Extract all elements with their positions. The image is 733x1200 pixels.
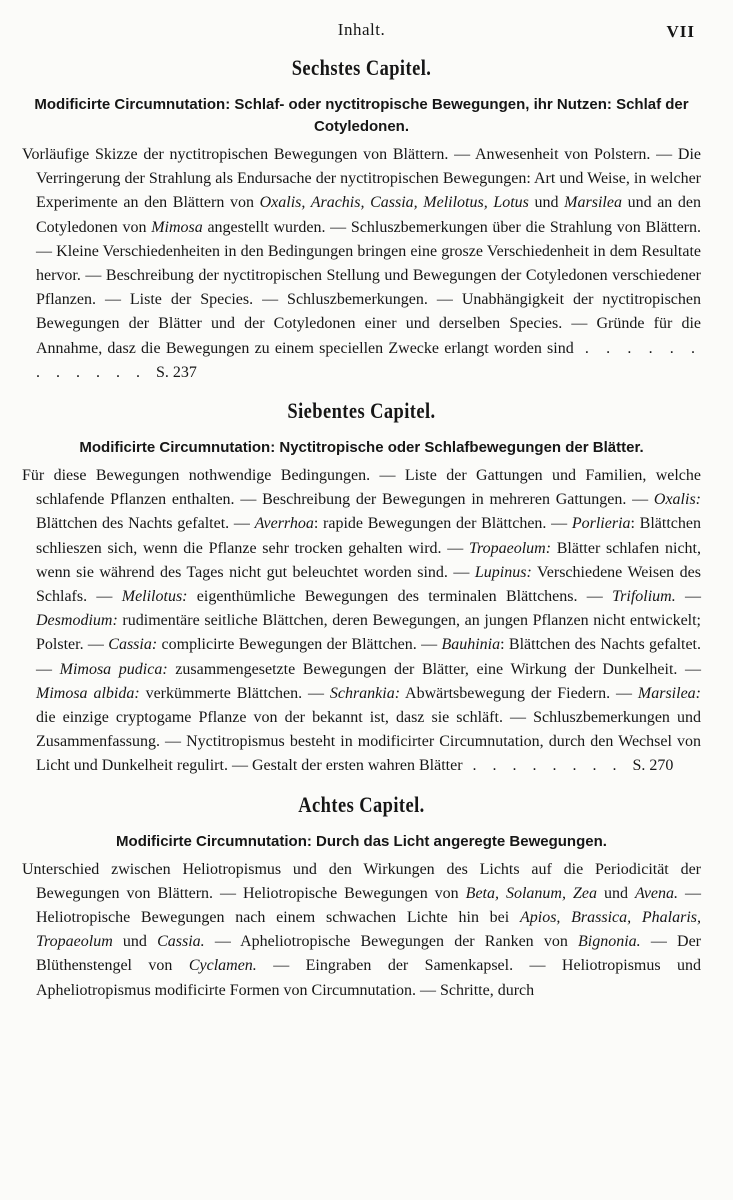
chapter-summary: Modificirte Circumnutation: Durch das Licht angeregte Bewegungen. bbox=[116, 832, 607, 850]
chapter-title: Siebentes Capitel. bbox=[287, 398, 436, 424]
page-reference: S. 270 bbox=[632, 757, 674, 775]
chapter-6-section bbox=[22, 48, 701, 385]
running-head bbox=[22, 14, 701, 48]
chapter-title: Achtes Capitel. bbox=[298, 791, 425, 817]
page-reference: S. 237 bbox=[156, 363, 197, 381]
chapter-8-section bbox=[22, 785, 701, 1003]
chapter-contents bbox=[22, 858, 701, 1003]
chapter-summary: Modificirte Circumnutation: Nyctitropische oder Schlafbewegungen der Blätter. bbox=[79, 439, 644, 457]
chapter-contents-text: Unterschied zwischen Heliotropismus und den Wirkungen des Lichts auf die Periodicität der Bewegungen von Blättern. — Heliotropische Bewegungen von Beta, Solanum, Zea und Avena. — Heliotropische Bewegungen nach einem schwachen Lichte hin bei Apios, Brassica, Phalaris, Tropaeolum und Cassia. — Apheliotropische Bewegungen der Ranken von Bignonia. — Der Blüthenstengel von Cyclamen. — Eingraben der Samenkapsel. — Heliotropismus und Apheliotropismus modificirte Formen von Circumnutation. — Schritte, durch bbox=[22, 860, 702, 999]
chapter-contents-text: Vorläufige Skizze der nyctitropischen Bewegungen von Blättern. — Anwesenheit von Polstern. — Die Verringerung der Strahlung als Endursache der nyctitropischen Bewegungen: Art und Weise, in welcher Experimente an den Blättern von Oxalis, Arachis, Cassia, Melilotus, Lotus und Marsilea und an den Cotyledonen von Mimosa angestellt wurden. — Schluszbemerkungen über die Strahlung von Blättern. — Kleine Verschiedenheiten in den Bedingungen bringen eine grosze Verschiedenheit in dem Resultate hervor. — Beschreibung der nyctitropischen Stellung und Bewegungen der Cotyledonen verschiedener Pflanzen. — Liste der Species. — Schluszbemerkungen. — Unabhängigkeit der nyctitropischen Bewegungen der Blätter und der Cotyledonen einer und derselben Species. — Gründe für die Annahme, dasz die Bewegungen zu einem speciellen Zwecke erlangt worden sind bbox=[22, 146, 702, 357]
dot-leaders: . . . . . . . . bbox=[462, 757, 633, 775]
page-number: VII bbox=[666, 22, 695, 41]
chapter-contents bbox=[22, 464, 701, 779]
running-title: Inhalt. bbox=[337, 20, 386, 39]
chapter-contents-text: Für diese Bewegungen nothwendige Bedingungen. — Liste der Gattungen und Familien, welche schlafende Pflanzen enthalten. — Beschreibung der Bewegungen in mehreren Gattungen. — Oxalis: Blättchen des Nachts gefaltet. — Averrhoa: rapide Bewegungen der Blättchen. — Porlieria: Blättchen schlieszen sich, wenn die Pflanze sehr trocken gehalten wird. — Tropaeolum: Blätter schlafen nicht, wenn sie während des Tages nicht gut beleuchtet worden sind. — Lupinus: Verschiedene Weisen des Schlafs. — Melilotus: eigenthümliche Bewegungen des terminalen Blättchens. — Trifolium. — Desmodium: rudimentäre seitliche Blättchen, deren Bewegungen, an jungen Pflanzen nicht entwickelt; Polster. — Cassia: complicirte Bewegungen der Blättchen. — Bauhinia: Blättchen des Nachts gefaltet. — Mimosa pudica: zusammengesetzte Bewegungen der Blätter, eine Wirkung der Dunkelheit. — Mimosa albida: verkümmerte Blättchen. — Schrankia: Abwärtsbewegung der Fiedern. — Marsilea: die einzige cryptogame Pflanze von der bekannt ist, dasz sie schläft. — Schluszbemerkungen und Zusammenfassung. — Nyctitropismus besteht in modificirter Circumnutation, durch den Wechsel von Licht und Dunkelheit regulirt. — Gestalt der ersten wahren Blätter bbox=[22, 467, 702, 775]
chapter-title: Sechstes Capitel. bbox=[291, 55, 432, 80]
chapter-contents bbox=[22, 143, 701, 385]
dot-leaders: . . . . . . . . . . . . bbox=[36, 339, 701, 381]
chapter-summary: Modificirte Circumnutation: Schlaf- oder nyctitropische Bewegungen, ihr Nutzen: Schlaf der Cotyledonen. bbox=[34, 96, 689, 135]
chapter-7-section bbox=[22, 391, 701, 779]
